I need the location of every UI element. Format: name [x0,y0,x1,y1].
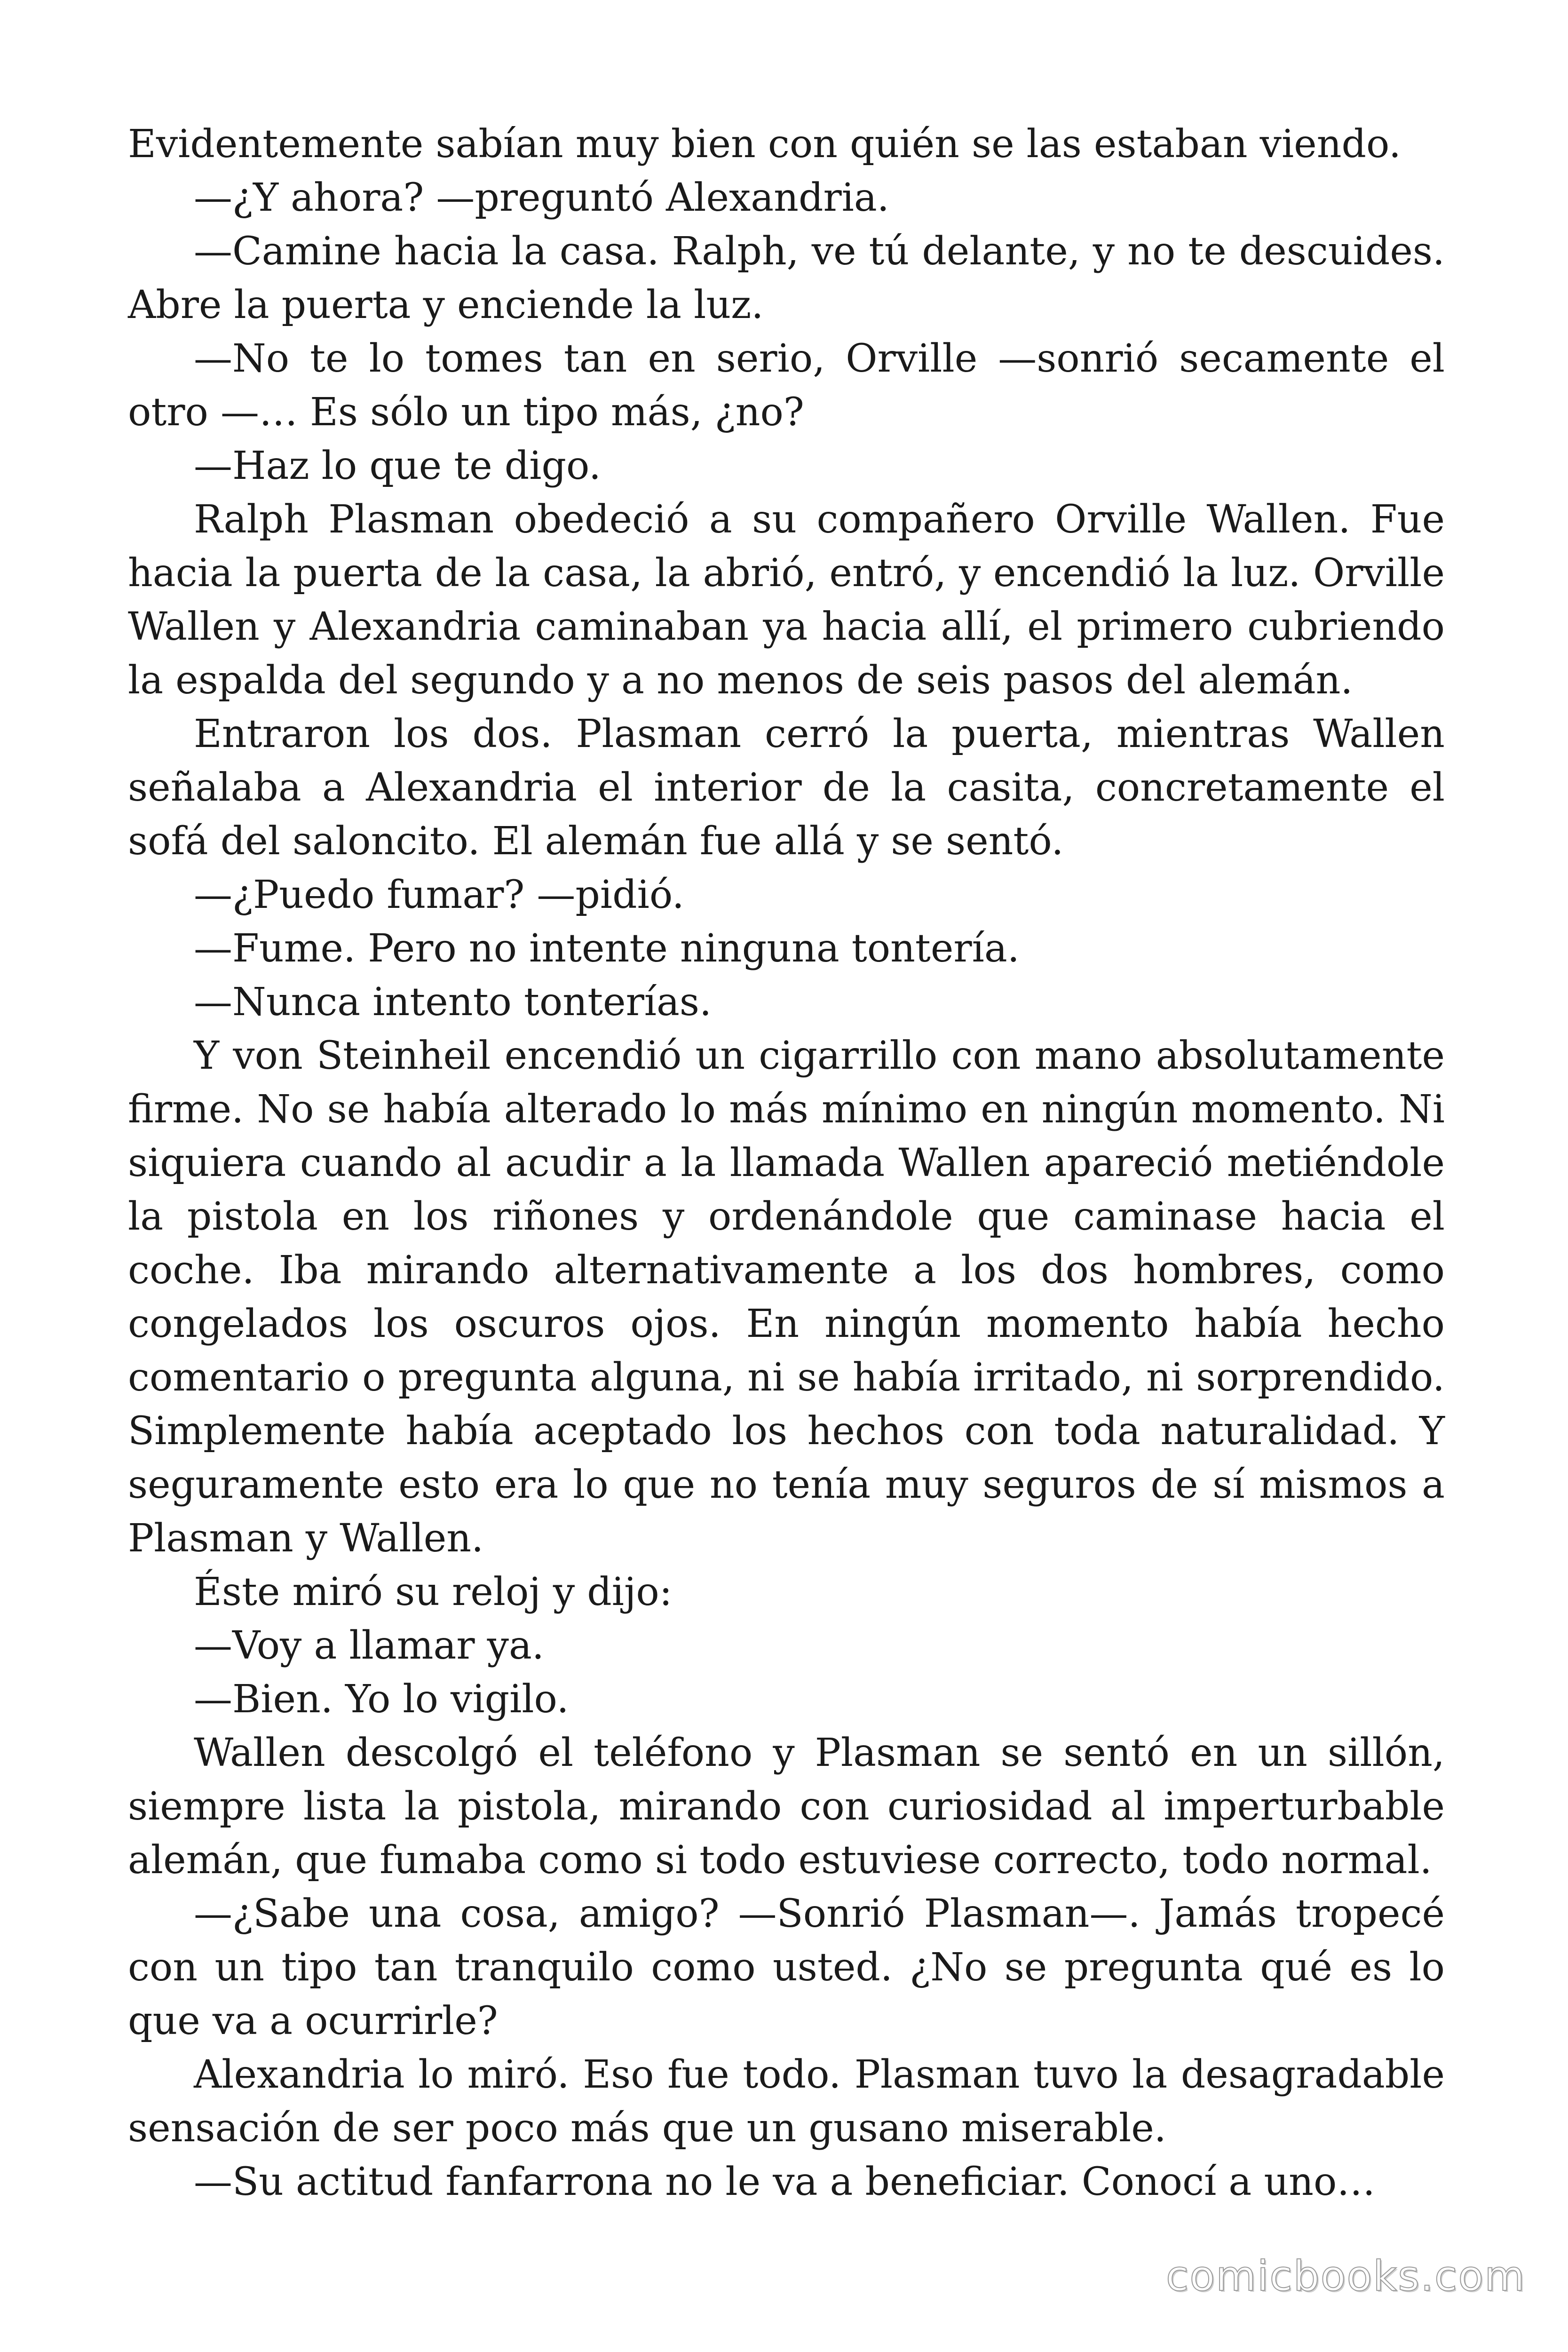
paragraph: —No te lo tomes tan en serio, Orville —sonrió secamente el otro —… Es sólo un tipo más, ¿no? [128,336,1445,435]
paragraph: —Voy a llamar ya. [194,1623,544,1668]
paragraph: Ralph Plasman obedeció a su compañero Orville Wallen. Fue hacia la puerta de la casa, la abrió, entró, y encendió la luz. Orville Wallen y Alexandria caminaban ya hacia allí, el primero cubriendo la espalda del segundo y a no menos de seis pasos del alemán. [128,497,1445,703]
paragraph: Wallen descolgó el teléfono y Plasman se sentó en un sillón, siempre lista la pistola, mirando con curiosidad al imperturbable alemán, que fumaba como si todo estuviese correcto, todo normal. [128,1731,1445,1883]
paragraph: Alexandria lo miró. Eso fue todo. Plasman tuvo la desagradable sensación de ser poco más que un gusano miserable. [128,2052,1445,2151]
paragraph: Éste miró su reloj y dijo: [194,1570,673,1614]
paragraph: —¿Sabe una cosa, amigo? —Sonrió Plasman—. Jamás tropecé con un tipo tan tranquilo como usted. ¿No se pregunta qué es lo que va a ocurrirle? [128,1891,1445,2043]
paragraph: —Haz lo que te digo. [194,444,601,488]
paragraph: —Su actitud fanfarrona no le va a beneficiar. Conocí a uno… [194,2160,1376,2204]
paragraph: Entraron los dos. Plasman cerró la puerta, mientras Wallen señalaba a Alexandria el interior de la casita, concretamente el sofá del saloncito. El alemán fue allá y se sentó. [128,712,1445,864]
text-block [128,118,1445,2209]
paragraph: —Fume. Pero no intente ninguna tontería. [194,926,1020,971]
paragraph: Y von Steinheil encendió un cigarrillo con mano absolutamente firme. No se había alterado lo más mínimo en ningún momento. Ni siquiera cuando al acudir a la llamada Wallen apareció metiéndole la pistola en los riñones y ordenándole que caminase hacia el coche. Iba mirando alternativamente a los dos hombres, como congelados los oscuros ojos. En ningún momento había hecho comentario o pregunta alguna, ni se había irritado, ni sorprendido. Simplemente había aceptado los hechos con toda naturalidad. Y seguramente esto era lo que no tenía muy seguros de sí mismos a Plasman y Wallen. [128,1033,1445,1561]
paragraph: —¿Y ahora? —preguntó Alexandria. [194,175,889,220]
paragraph: —Camine hacia la casa. Ralph, ve tú delante, y no te descuides. Abre la puerta y enciende la luz. [128,229,1445,327]
paragraph: Evidentemente sabían muy bien con quién se las estaban viendo. [128,122,1402,167]
page-body [128,118,1445,2209]
paragraph: —¿Puedo fumar? —pidió. [194,873,684,917]
watermark-text: comicbooks.com [1165,2252,1526,2300]
paragraph: —Nunca intento tonterías. [194,980,712,1025]
paragraph: —Bien. Yo lo vigilo. [194,1677,569,1722]
